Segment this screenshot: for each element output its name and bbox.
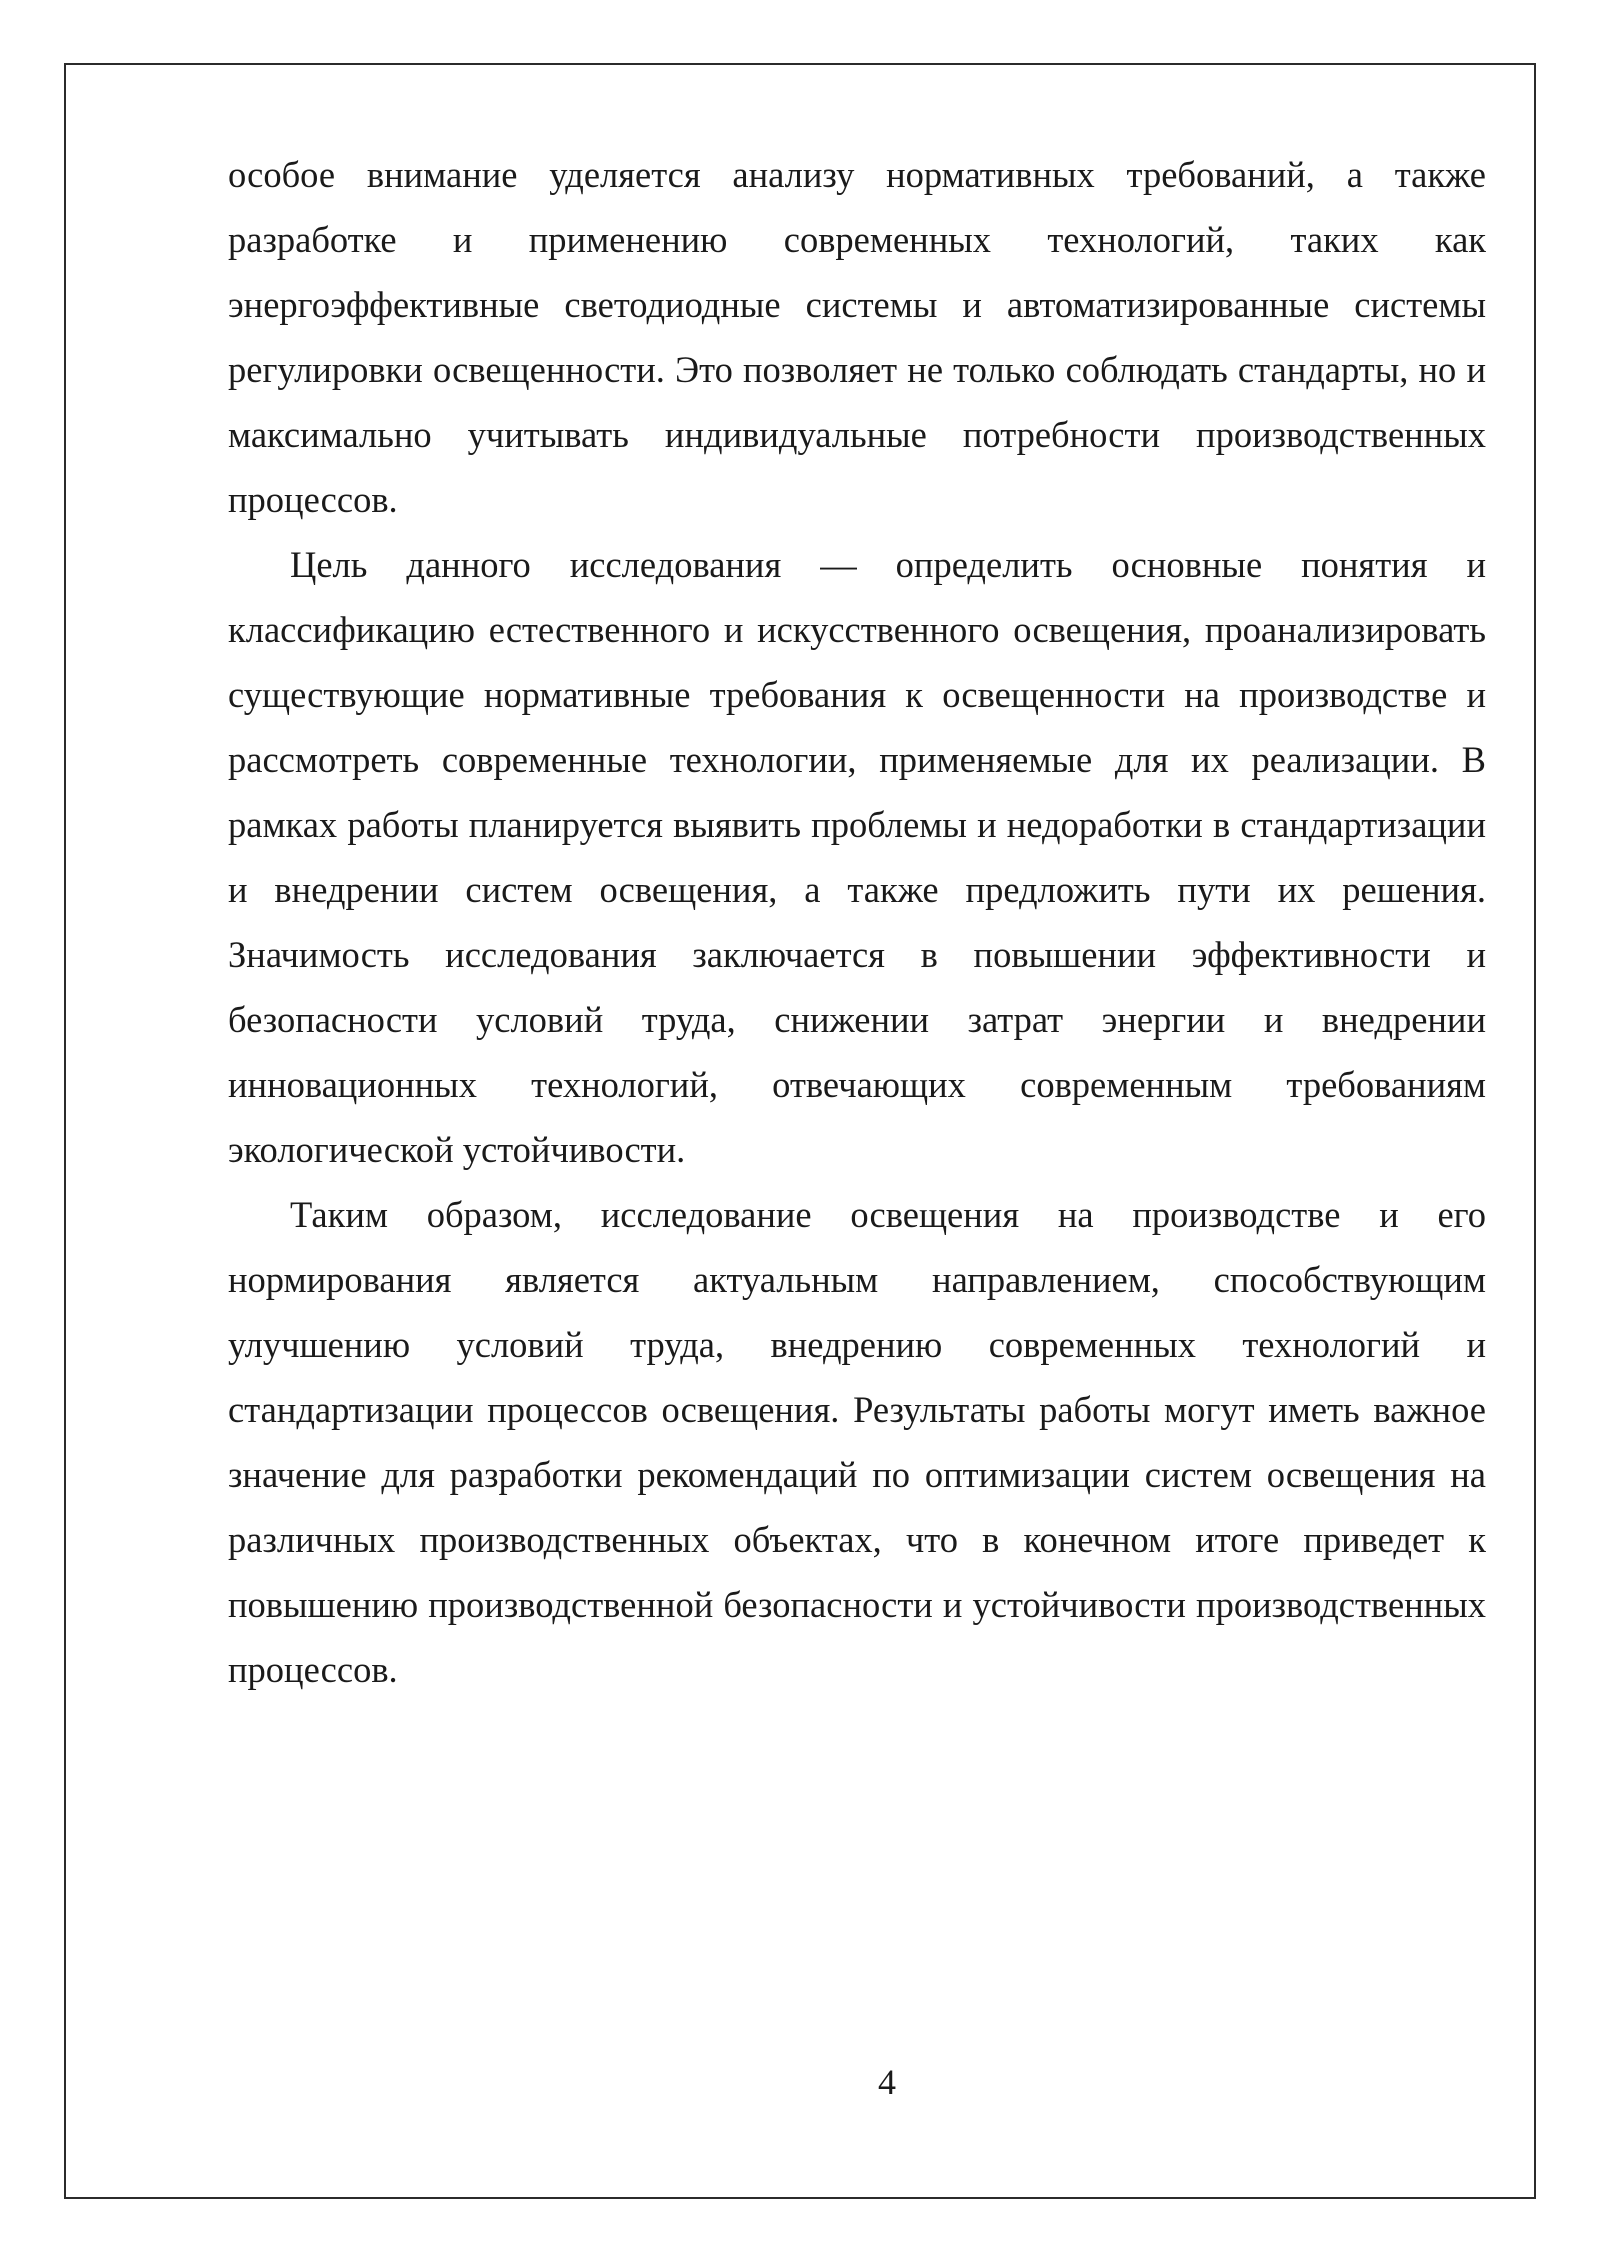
paragraph-3: Таким образом, исследование освещения на производстве и его нормирования является актуальным направлением, способствующим улучшению условий труда, внедрению современных технологий и стандартизации процессов освещения. Результаты работы могут иметь важное значение для разработки рекомендаций по оптимизации систем освещения на различных производственных объектах, что в конечном итоге приведет к повышению производственной безопасности и устойчивости производственных процессов. [228,1194,1486,1690]
paragraph-2: Цель данного исследования — определить основные понятия и классификацию естественного и искусственного освещения, проанализировать существующие нормативные требования к освещенности на производстве и рассмотреть современные технологии, применяемые для их реализации. В рамках работы планируется выявить проблемы и недоработки в стандартизации и внедрении систем освещения, а также предложить пути их решения. Значимость исследования заключается в повышении эффективности и безопасности условий труда, снижении затрат энергии и внедрении инновационных технологий, отвечающих современным требованиям экологической устойчивости. [228,544,1486,1170]
page-number: 4 [878,2062,896,2102]
document-body [228,142,1486,1702]
paragraph-1: особое внимание уделяется анализу нормативных требований, а также разработке и применению современных технологий, таких как энергоэффективные светодиодные системы и автоматизированные системы регулировки освещенности. Это позволяет не только соблюдать стандарты, но и максимально учитывать индивидуальные потребности производственных процессов. [228,154,1486,520]
